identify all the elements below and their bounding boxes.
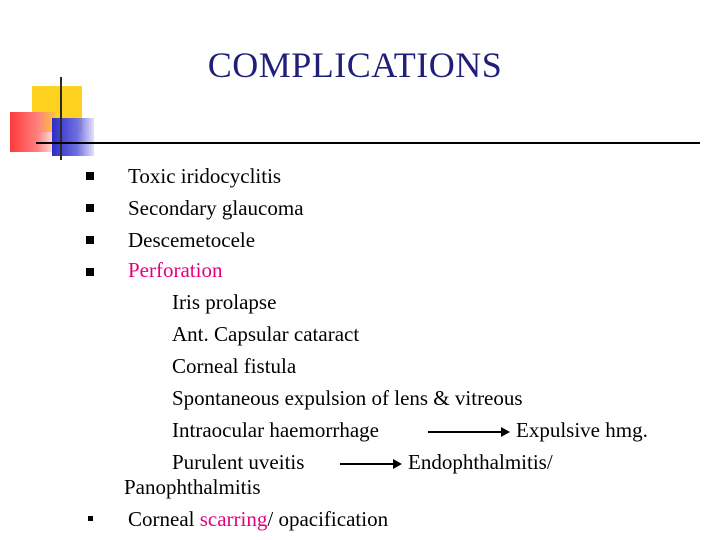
sub-list-item: Iris prolapse: [172, 290, 277, 314]
right-arrow-icon: [340, 463, 400, 465]
bullet-icon: [86, 204, 94, 212]
arrow-target: Endophthalmitis/: [408, 450, 553, 474]
arrow-target: Expulsive hmg.: [516, 418, 648, 442]
list-item: Toxic iridocyclitis: [128, 164, 282, 188]
bullet-icon: [86, 268, 94, 276]
decor-vertical-line: [60, 77, 62, 160]
sub-list-item: Spontaneous expulsion of lens & vitreous: [172, 386, 523, 410]
bullet-icon: [88, 516, 93, 521]
sub-list-item: Intraocular haemorrhage: [172, 418, 379, 442]
right-arrow-icon: [428, 431, 508, 433]
slide-title: COMPLICATIONS: [207, 45, 503, 85]
last-item-highlight: scarring: [199, 507, 268, 531]
list-item: Secondary glaucoma: [128, 196, 304, 220]
decor-blue-square: [52, 118, 94, 156]
continuation-text: Panophthalmitis: [124, 475, 261, 499]
bullet-icon: [86, 172, 94, 180]
sub-list-item: Purulent uveitis: [172, 450, 305, 474]
sub-list-item: Ant. Capsular cataract: [172, 322, 360, 346]
last-item-prefix: Corneal: [128, 507, 200, 531]
list-item-perforation: Perforation: [128, 258, 223, 282]
list-item: Descemetocele: [128, 228, 256, 252]
last-item-suffix: / opacification: [267, 507, 389, 531]
list-item-last: [128, 507, 388, 531]
decor-red-square: [10, 112, 56, 152]
sub-list-item: Corneal fistula: [172, 354, 297, 378]
title-divider: [36, 142, 700, 144]
bullet-icon: [86, 236, 94, 244]
